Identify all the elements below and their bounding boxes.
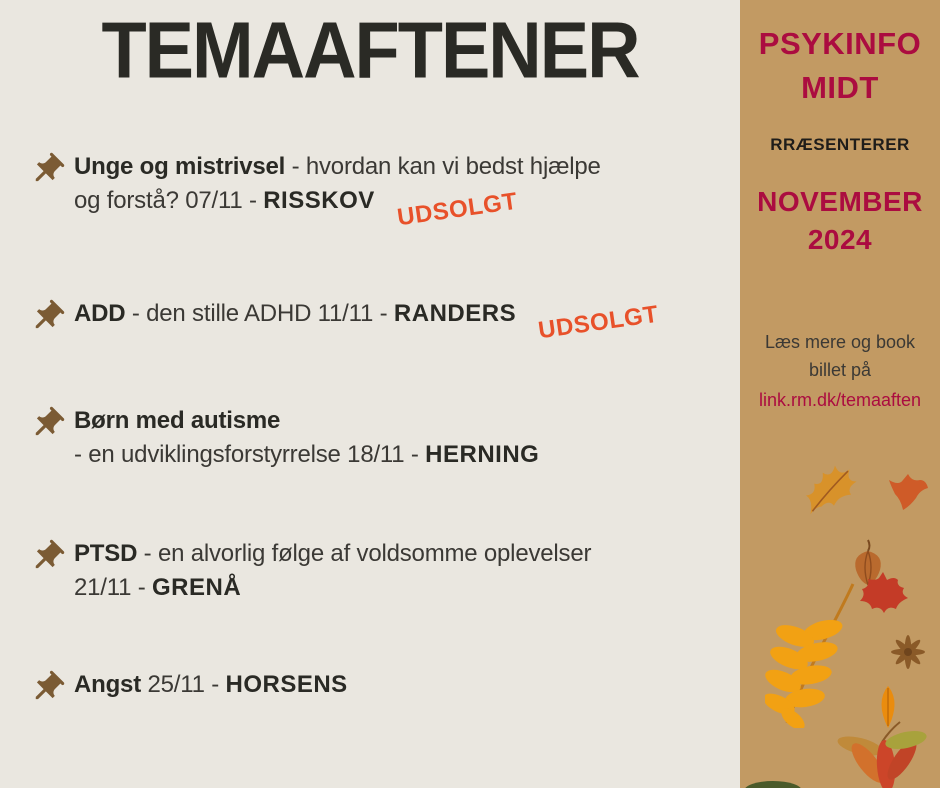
event-description: - den stille ADHD 11/11 - xyxy=(125,300,394,327)
event-line-1 xyxy=(74,537,591,571)
event-add xyxy=(28,297,718,345)
booking-info xyxy=(740,328,940,414)
event-line-1 xyxy=(74,297,661,345)
presents-label: RRÆSENTERER xyxy=(770,135,910,154)
soldout-badge: UDSOLGT xyxy=(536,300,661,345)
event-date: 25/11 - xyxy=(141,671,226,698)
booking-link[interactable]: link.rm.dk/temaaften xyxy=(758,390,922,410)
small-maple-leaf-image xyxy=(885,472,931,517)
event-title: ADD xyxy=(74,300,126,327)
event-location: RISSKOV xyxy=(263,187,375,214)
brand-line-2: MIDT xyxy=(801,70,879,105)
event-title: PTSD xyxy=(74,540,138,567)
pushpin-icon xyxy=(28,151,74,194)
event-location: HORSENS xyxy=(225,671,348,698)
page-title: TEMAAFTENER xyxy=(101,5,639,95)
event-title: Børn med autisme xyxy=(74,407,281,434)
oak-leaf-image xyxy=(798,462,868,525)
pushpin-icon xyxy=(28,405,74,448)
event-date: 21/11 - xyxy=(74,574,153,601)
event-boern-med-autisme xyxy=(28,404,718,472)
event-description: - en udviklingsforstyrrelse 18/11 - xyxy=(74,441,426,468)
soldout-badge: UDSOLGT xyxy=(395,187,519,232)
pushpin-icon xyxy=(28,669,74,712)
event-title: Unge og mistrivsel xyxy=(74,153,286,180)
creeper-leaf-image xyxy=(830,718,935,788)
event-line-2 xyxy=(74,184,601,232)
rowan-leaf-image xyxy=(765,578,865,733)
event-location: RANDERS xyxy=(393,300,517,327)
event-location: HERNING xyxy=(425,441,540,468)
brand-title xyxy=(740,22,940,110)
event-unge-og-mistrivsel xyxy=(28,150,718,232)
green-leaf-edge-image xyxy=(742,778,804,788)
booking-line-1: Læs mere og book xyxy=(764,332,916,352)
event-line-1 xyxy=(74,404,539,438)
event-line-1 xyxy=(74,150,601,184)
month-title xyxy=(740,183,940,259)
month-line-1: NOVEMBER xyxy=(757,186,923,217)
event-line-2 xyxy=(74,438,539,472)
month-line-2: 2024 xyxy=(807,224,873,255)
booking-line-2: billet på xyxy=(808,360,872,380)
event-angst xyxy=(28,668,718,712)
pushpin-icon xyxy=(28,298,74,341)
event-ptsd xyxy=(28,537,718,605)
brand-line-1: PSYKINFO xyxy=(758,26,922,61)
event-line-2 xyxy=(74,571,591,605)
pushpin-icon xyxy=(28,538,74,581)
event-location: GRENÅ xyxy=(152,574,242,601)
star-anise-image xyxy=(888,632,928,677)
event-description: - hvordan kan vi bedst hjælpe xyxy=(285,153,601,180)
event-date: og forstå? 07/11 - xyxy=(74,187,264,214)
event-line-1 xyxy=(74,668,348,702)
event-title: Angst xyxy=(74,671,141,698)
sidebar xyxy=(740,0,940,788)
event-description: - en alvorlig følge af voldsomme oplevelser xyxy=(137,540,592,567)
